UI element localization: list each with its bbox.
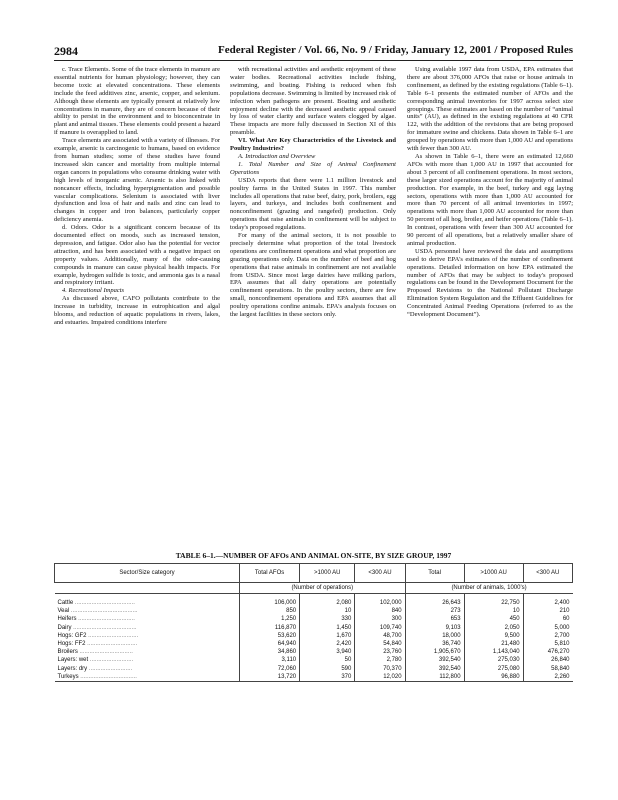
table-row <box>55 632 573 640</box>
row-category: Heifers .................................. <box>57 616 135 623</box>
row-value: 10 <box>464 607 523 615</box>
paragraph: USDA personnel have reviewed the data and assumptions used to derive EPA's estimates of the number of confinement operations. Detailed information on how EPA estimated the number of AFOs that may be subject to today's proposed regulations can be found in the Development Document for the Proposed Revisions to the National Pollutant Discharge Elimination System Regulation and the Effluent Guidelines for Concentrated Animal Feeding Operations (referred to as the “Development Document”). <box>407 247 573 319</box>
column-left <box>54 66 220 327</box>
row-category: Veal ........................................ <box>57 608 138 615</box>
row-value: 450 <box>464 615 523 623</box>
row-category: Layers: wet .......................... <box>57 657 134 664</box>
row-value: 2,260 <box>523 673 572 682</box>
table-row <box>55 648 573 656</box>
table-row <box>55 624 573 632</box>
row-value: 9,103 <box>405 624 464 632</box>
table-row <box>55 607 573 615</box>
row-value: 1,250 <box>240 615 300 623</box>
row-value: 2,700 <box>523 632 572 640</box>
paragraph: Using available 1997 data from USDA, EPA estimates that there are about 376,000 AFOs that raise or house animals in confinement, as defined by the existing regulations (Table 6–1). Table 6–1 presents the estimated number of AFOs and the corresponding animal inventories for 1997 across select size groupings. These estimates are based on the number of “animal units” (AU), as defined in the existing regulations at 40 CFR 122, with the addition of the revisions that are being proposed for immature swine and chickens. Data shown in Table 6–1 are grouped by operations with more than 1,000 AU and operations with fewer than 300 AU. <box>407 66 573 153</box>
row-value: 1,450 <box>300 624 355 632</box>
row-value: 1,143,040 <box>464 648 523 656</box>
row-value: 72,060 <box>240 665 300 673</box>
row-value: 53,620 <box>240 632 300 640</box>
paragraph: For many of the animal sectors, it is not possible to precisely determine what proportion of the total livestock operations are confinement operations and what proportion are grazing operations only. Data on the number of beef and hog operations that raise animals in confinement are not available from USDA. Since most large dairies have milking parlors, EPA assumes that all dairy operations are potentially confinement operations. In the poultry sectors, there are few small, nonconfinement operations and EPA assumes that all poultry operations confine animals. EPA's analysis focuses on the largest facilities in these sectors only. <box>230 232 396 319</box>
row-value: 13,720 <box>240 673 300 682</box>
paragraph: Trace elements are associated with a variety of illnesses. For example, arsenic is carcinogenic to humans, based on evidence from human studies; some of these studies have found increased skin cancer and mortality from multiple internal organ cancers in populations who consume drinking water with high levels of inorganic arsenic. Arsenic is also linked with noncancer effects, including hyperpigmentation and possible vascular complications. Selenium is associated with liver dysfunction and loss of hair and nails and zinc can lead to changes in copper and iron balances, particularly copper deficiency anemia. <box>54 137 220 224</box>
row-value: 1,905,670 <box>405 648 464 656</box>
row-value: 9,500 <box>464 632 523 640</box>
header-total: Total <box>405 564 464 583</box>
row-value: 2,780 <box>355 656 405 664</box>
table-caption: TABLE 6–1.—NUMBER OF AFOs AND ANIMAL ON-SITE, BY SIZE GROUP, 1997 <box>175 551 452 560</box>
paragraph: c. Trace Elements. Some of the trace elements in manure are essential nutrients for human physiology; however, they can become toxic at elevated concentrations. These elements include the feed additives zinc, arsenic, copper, and selenium. Although these elements are typically present at relatively low concentrations in manure, they are of concern because of their ability to persist in the environment and to bioconcentrate in plant and animal tissues. These elements could present a hazard if manure is overapplied to land. <box>54 66 220 137</box>
header-gt1000-animals: >1000 AU <box>464 564 523 583</box>
subsection-heading: 1. Total Number and Size of Animal Confinement Operations <box>230 160 396 176</box>
row-value: 50 <box>300 656 355 664</box>
row-value: 5,000 <box>523 624 572 632</box>
row-value: 12,020 <box>355 673 405 682</box>
row-value: 26,643 <box>405 599 464 607</box>
row-value: 2,400 <box>523 599 572 607</box>
table-row <box>55 656 573 664</box>
row-value: 850 <box>240 607 300 615</box>
leader-dots: .......................... <box>87 665 133 672</box>
table-header-row <box>55 564 573 583</box>
row-value: 112,800 <box>405 673 464 682</box>
subsection-heading: A. Introduction and Overview <box>238 152 316 160</box>
row-value: 476,270 <box>523 648 572 656</box>
row-value: 60 <box>523 615 572 623</box>
row-value: 106,000 <box>240 599 300 607</box>
row-value: 2,050 <box>464 624 523 632</box>
leader-dots: .................................... <box>73 600 135 606</box>
row-value: 64,940 <box>240 640 300 648</box>
row-value: 34,860 <box>240 648 300 656</box>
table-row <box>55 640 573 648</box>
row-value: 392,540 <box>405 665 464 673</box>
table-row <box>55 615 573 623</box>
row-value: 54,840 <box>355 640 405 648</box>
row-value: 210 <box>523 607 572 615</box>
row-value: 2,080 <box>300 599 355 607</box>
header-category: Sector/Size category <box>55 564 240 583</box>
row-category: Cattle .................................... <box>57 600 135 606</box>
leader-dots: ........................................ <box>69 608 138 615</box>
publication-title: Federal Register / Vol. 66, No. 9 / Friday, January 12, 2001 / Proposed Rules <box>218 44 573 56</box>
row-value: 21,480 <box>464 640 523 648</box>
row-value: 116,870 <box>240 624 300 632</box>
row-category: Hogs: FF2 .............................. <box>57 641 138 648</box>
row-value: 58,840 <box>523 665 572 673</box>
units-operations: (Number of operations) <box>240 583 406 594</box>
header-rule <box>54 60 573 61</box>
row-value: 26,840 <box>523 656 572 664</box>
row-value: 22,750 <box>464 599 523 607</box>
row-category: Turkeys .................................. <box>55 673 240 682</box>
leader-dots: .............................. <box>86 632 139 639</box>
column-middle <box>230 66 396 319</box>
table-body <box>55 583 573 682</box>
row-value: 300 <box>355 615 405 623</box>
paragraph: with recreational activities and aesthetic enjoyment of these water bodies. Recreational activities include fishing, swimming, and boating. Fishing is reduced when fish populations decrease. Swimming is limited by increased risk of infection when pathogens are present. Boating and aesthetic enjoyment decline with the decreased aesthetic appeal caused by loss of water clarity and surface waters clogged by algae. These impacts are more fully discussed in Section XI of this preamble. <box>230 66 396 137</box>
leader-dots: .................................. <box>76 616 135 623</box>
header-total-afos: Total AFOs <box>240 564 300 583</box>
row-value: 275,080 <box>464 665 523 673</box>
row-value: 102,000 <box>355 599 405 607</box>
row-value: 1,670 <box>300 632 355 640</box>
row-value: 2,420 <box>300 640 355 648</box>
paragraph: As shown in Table 6–1, there were an estimated 12,660 AFOs with more than 1,000 AU in 1997 that accounted for about 3 percent of all confinement operations. In most sectors, these larger sized operations account for the majority of animal production. For example, in the beef, turkey and egg laying sectors, operations with more than 1,000 AU accounted for more than 70 percent of all animal inventories in 1997; operations with more than 1,000 AU accounted for more than 50 percent of all hog, broiler, and heifer operations (Table 6–1). In contrast, operations with fewer than 300 AU accounted for 90 percent of all operations, but a relatively smaller share of animal production. <box>407 152 573 247</box>
row-value: 840 <box>355 607 405 615</box>
column-right <box>407 66 573 319</box>
row-value: 18,000 <box>405 632 464 640</box>
section-heading: VI. What Are Key Characteristics of the Livestock and Poultry Industries? <box>230 137 396 153</box>
row-category: Hogs: GF2 .............................. <box>57 632 139 639</box>
header-gt1000: >1000 AU <box>300 564 355 583</box>
table-row <box>55 665 573 673</box>
row-value: 48,700 <box>355 632 405 640</box>
row-value: 330 <box>300 615 355 623</box>
row-value: 275,030 <box>464 656 523 664</box>
row-value: 5,810 <box>523 640 572 648</box>
row-value: 653 <box>405 615 464 623</box>
paragraph: d. Odors. Odor is a significant concern because of its documented effect on moods, such as increased tension, depression, and fatigue. Odor also has the potential for vector attraction, and has been associated with a negative impact on property values. Additionally, many of the odor-causing compounds in manure can cause physical health impacts. For example, hydrogen sulfide is toxic, and ammonia gas is a nasal and respiratory irritant. <box>54 224 220 287</box>
leader-dots: ................................ <box>77 649 133 656</box>
table-row <box>55 599 573 607</box>
page-header <box>54 44 573 58</box>
row-value: 36,740 <box>405 640 464 648</box>
leader-dots: .................................. <box>78 673 137 680</box>
units-animals: (Number of animals, 1000's) <box>405 583 572 594</box>
row-value: 109,740 <box>355 624 405 632</box>
paragraph: USDA reports that there were 1.1 million livestock and poultry farms in the United States in 1997. This number includes all operations that raise beef, dairy, pork, broilers, egg layers, and turkeys, and includes both confinement and nonconfinement (grazing and rangefed) production. Only operations that raise animals in confinement will be subject to today's proposed regulations. <box>230 176 396 232</box>
units-row <box>55 583 573 594</box>
row-category: Broilers ................................ <box>57 649 133 656</box>
row-category: Dairy ...................................... <box>57 624 137 631</box>
row-value: 273 <box>405 607 464 615</box>
leader-dots: ...................................... <box>71 624 137 631</box>
paragraph: As discussed above, CAFO pollutants contribute to the increase in turbidity, increase in eutrophication and algal blooms, and reduction of aquatic populations in rivers, lakes, and estuaries. Impaired conditions interfere <box>54 295 220 326</box>
section-heading: 4. Recreational Impacts <box>62 287 125 295</box>
row-value: 10 <box>300 607 355 615</box>
row-value: 96,880 <box>464 673 523 682</box>
leader-dots: .............................. <box>85 641 138 648</box>
row-value: 3,110 <box>240 656 300 664</box>
header-lt300-animals: <300 AU <box>523 564 572 583</box>
row-category: Layers: dry .......................... <box>57 665 133 672</box>
afo-table <box>54 563 573 682</box>
row-value: 23,760 <box>355 648 405 656</box>
page-number: 2984 <box>54 44 78 58</box>
leader-dots: .......................... <box>88 657 134 664</box>
row-value: 3,940 <box>300 648 355 656</box>
header-lt300: <300 AU <box>355 564 405 583</box>
row-value: 70,370 <box>355 665 405 673</box>
row-value: 590 <box>300 665 355 673</box>
table-row <box>55 673 573 682</box>
row-value: 370 <box>300 673 355 682</box>
row-value: 392,540 <box>405 656 464 664</box>
